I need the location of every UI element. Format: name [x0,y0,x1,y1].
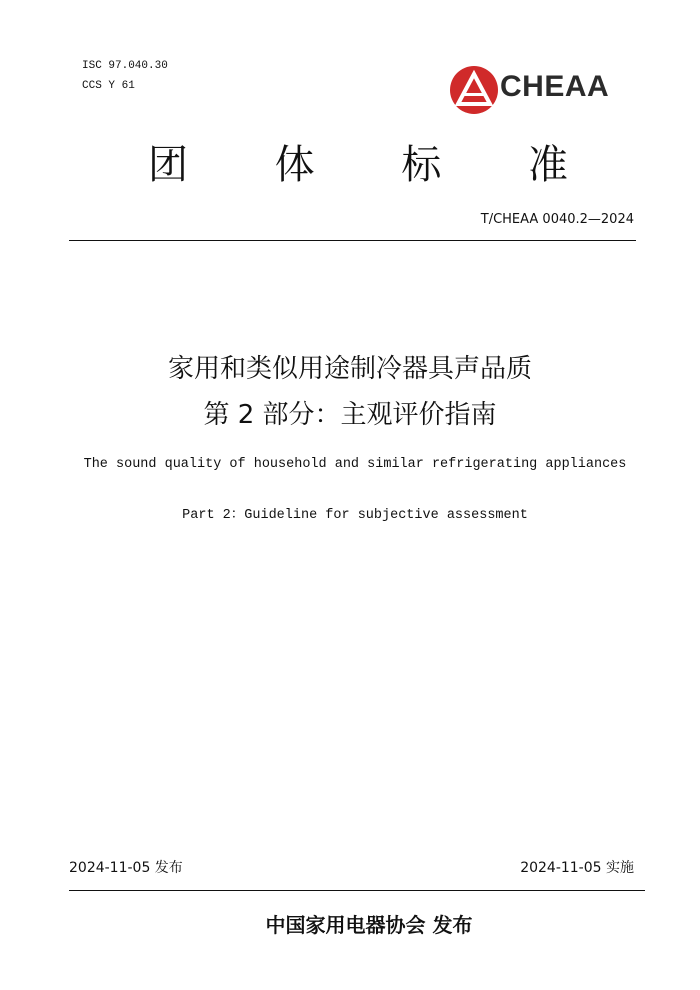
bottom-divider [69,890,645,891]
standard-type-char: 准 [527,142,568,188]
en-title: The sound quality of household and similar refrigerating appliances [83,457,627,472]
standard-type-char: 团 [148,142,188,188]
en-part-title: Part 2：Guideline for subjective assessment [182,508,528,523]
zh-title-line1: 家用和类似用途制冷器具声品质 [167,354,532,384]
standard-type-char: 体 [274,142,315,188]
top-divider [69,240,636,241]
zh-title-line2: 第 2 部分：主观评价指南 [203,400,497,430]
standard-type-title [148,140,568,190]
standard-type-char: 标 [401,142,442,188]
standard-code: T/CHEAA 0040.2—2024 [480,212,634,227]
issuer: 中国家用电器协会 发布 [265,913,473,937]
publish-date: 2024-11-05 发布 [69,860,183,876]
implement-date: 2024-11-05 实施 [520,860,634,876]
logo-text: CHEAA [500,70,610,103]
ics-code: ISC 97.040.30 [82,60,168,72]
ccs-code: CCS Y 61 [82,80,135,92]
